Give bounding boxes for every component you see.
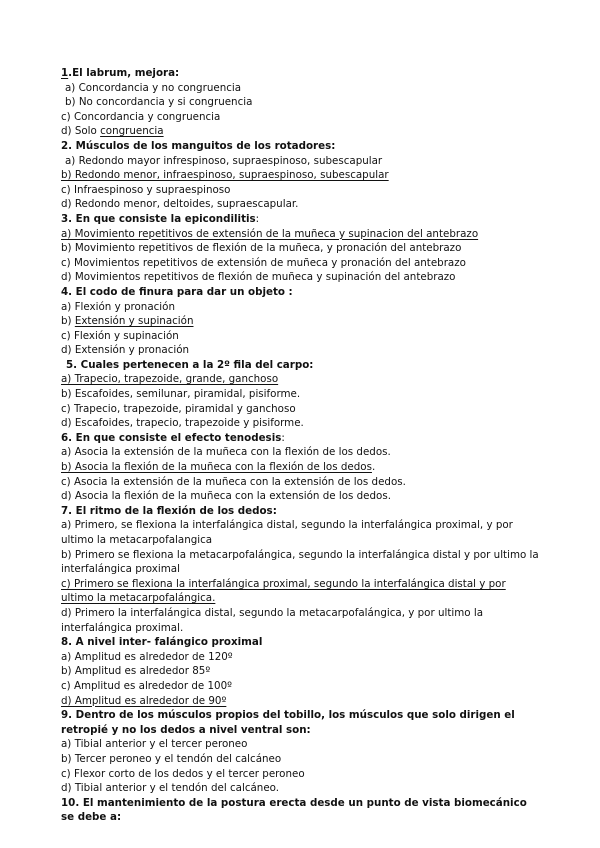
question-5-option-a-answer: a) Trapecio, trapezoide, grande, ganchoso [61, 373, 279, 386]
question-6-title [61, 431, 541, 446]
question-2-option-c: c) Infraespinoso y supraespinoso [61, 183, 231, 196]
question-1-title-text: .El labrum, mejora: [68, 67, 180, 79]
question-1-option-b: b) No concordancia y si congruencia [65, 96, 253, 109]
question-1-option-d [61, 124, 541, 139]
question-3-option-a-answer: a) Movimiento repetitivos de extensión de la muñeca y supinacion del antebrazo [61, 227, 479, 240]
question-7-option-c-answer: c) Primero se flexiona la interfalángica proximal, segundo la interfalángica distal y por ultimo la metacarpofalángica. [61, 577, 506, 605]
question-4-option-a: a) Flexión y pronación [61, 300, 175, 313]
question-8-option-d-answer: d) Amplitud es alrededor de 90º [61, 694, 227, 707]
question-9-option-b: b) Tercer peroneo y el tendón del calcáneo [61, 752, 282, 765]
question-8-title: 8. A nivel inter- falángico proximal [61, 636, 263, 649]
question-1-option-a: a) Concordancia y no congruencia [65, 81, 242, 94]
question-2-option-a: a) Redondo mayor infrespinoso, supraespinoso, subescapular [65, 154, 383, 167]
question-1-option-d-answer: congruencia [100, 125, 164, 138]
question-5-title: 5. Cuales pertenecen a la 2º fila del carpo: [66, 358, 314, 371]
question-3-option-a [61, 227, 541, 242]
question-7-option-b: b) Primero se flexiona la metacarpofalángica, segundo la interfalángica distal y por ultimo la interfalángica proximal [61, 548, 539, 576]
question-7-option-d: d) Primero la interfalángica distal, segundo la metacarpofalángica, y por ultimo la interfalángica proximal. [61, 606, 484, 634]
question-6-option-a: a) Asocia la extensión de la muñeca con la flexión de los dedos. [61, 446, 391, 459]
question-6-option-b-tail: . [371, 461, 376, 474]
question-2-option-b [61, 168, 541, 183]
question-9-option-d: d) Tibial anterior y el tendón del calcáneo. [61, 782, 280, 795]
question-6-title-tail: : [281, 431, 285, 444]
question-4-option-b [61, 314, 541, 329]
question-6-option-d: d) Asocia la flexión de la muñeca con la extensión de los dedos. [61, 490, 391, 503]
question-7-option-c [61, 577, 541, 606]
question-8-option-b: b) Amplitud es alrededor 85º [61, 665, 211, 678]
question-5-option-b: b) Escafoides, semilunar, piramidal, pisiforme. [61, 388, 301, 401]
question-9-option-a: a) Tibial anterior y el tercer peroneo [61, 738, 248, 751]
question-10-title: 10. El mantenimiento de la postura erecta desde un punto de vista biomecánico se debe a: [61, 796, 527, 824]
question-5-option-a [61, 372, 541, 387]
question-6-option-b-answer: b) Asocia la flexión de la muñeca con la flexión de los dedos [61, 461, 372, 474]
question-3-option-c: c) Movimientos repetitivos de extensión de muñeca y pronación del antebrazo [61, 256, 466, 269]
question-1-option-c: c) Concordancia y congruencia [61, 110, 221, 123]
question-9-option-c: c) Flexor corto de los dedos y el tercer peroneo [61, 767, 305, 780]
exam-questions [61, 66, 541, 825]
question-8-option-d [61, 694, 541, 709]
question-1-option-d-prefix: d) Solo [61, 125, 101, 138]
question-7-title: 7. El ritmo de la flexión de los dedos: [61, 504, 277, 517]
question-9-title: 9. Dentro de los músculos propios del tobillo, los músculos que solo dirigen el retropié y no los dedos a nivel ventral son: [61, 709, 515, 736]
question-4-option-b-prefix: b) [61, 315, 75, 328]
question-8-option-a: a) Amplitud es alrededor de 120º [61, 650, 233, 663]
question-1-number: 1 [61, 67, 69, 79]
question-4-option-d: d) Extensión y pronación [61, 344, 190, 357]
question-3-title-tail: : [255, 212, 260, 225]
question-3-option-b: b) Movimiento repetitivos de flexión de la muñeca, y pronación del antebrazo [61, 242, 462, 255]
question-4-option-c: c) Flexión y supinación [61, 329, 179, 342]
question-4-option-b-answer: Extensión y supinación [74, 315, 194, 328]
question-7-option-a: a) Primero, se flexiona la interfalángica distal, segundo la interfalángica proximal, y por ultimo la metacarpofalangica [61, 519, 513, 546]
question-3-title-text: 3. En que consiste la epicondilitis [61, 212, 256, 225]
question-3-title [61, 212, 541, 227]
question-3-option-d: d) Movimientos repetitivos de flexión de muñeca y supinación del antebrazo [61, 271, 456, 284]
question-6-option-b [61, 460, 541, 475]
question-2-option-d: d) Redondo menor, deltoides, supraescapular. [61, 198, 299, 211]
question-6-title-text: 6. En que consiste el efecto tenodesis [61, 431, 282, 444]
question-4-title: 4. El codo de finura para dar un objeto : [61, 285, 293, 298]
question-6-option-c: c) Asocia la extensión de la muñeca con la extensión de los dedos. [61, 475, 406, 488]
question-8-option-c: c) Amplitud es alrededor de 100º [61, 679, 233, 692]
question-5-option-d: d) Escafoides, trapecio, trapezoide y pisiforme. [61, 417, 304, 430]
question-5-option-c: c) Trapecio, trapezoide, piramidal y ganchoso [61, 402, 296, 415]
question-2-option-b-answer: b) Redondo menor, infraespinoso, supraespinoso, subescapular [61, 169, 389, 182]
question-1-title [61, 66, 541, 81]
question-2-title: 2. Músculos de los manguitos de los rotadores: [61, 139, 336, 152]
